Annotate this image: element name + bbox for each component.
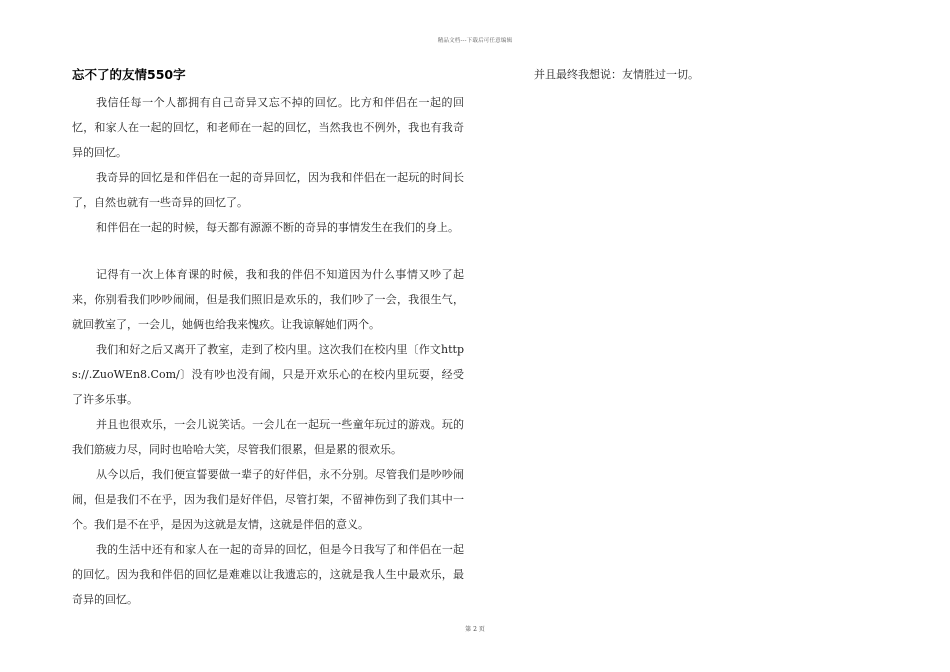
- paragraph: 我们和好之后又离开了教室，走到了校内里。这次我们在校内里〔作文https://.ZuoWEn8.Com/〕没有吵也没有闹，只是开欢乐心的在校内里玩耍，经受了许多乐事。: [72, 343, 464, 406]
- paragraph: 从今以后，我们便宣誓要做一辈子的好伴侣，永不分别。尽管我们是吵吵闹闹，但是我们不在乎，因为我们是好伴侣，尽管打架，不留神伤到了我们其中一个。我们是不在乎，是因为这就是友情，这就是伴侣的意义。: [72, 468, 464, 531]
- paragraph: 并且也很欢乐，一会儿说笑话。一会儿在一起玩一些童年玩过的游戏。玩的我们筋疲力尽，同时也哈哈大笑，尽管我们很累，但是累的很欢乐。: [72, 418, 464, 456]
- left-column: [72, 66, 464, 612]
- page-number: 第 2 页: [465, 626, 485, 633]
- page-header: 精品文档---下载后可任意编辑: [437, 38, 513, 44]
- paragraph-gap: [72, 240, 464, 262]
- article-title: 忘不了的友情550字: [72, 67, 186, 82]
- paragraph: 我奇异的回忆是和伴侣在一起的奇异回忆，因为我和伴侣在一起玩的时间长了，自然也就有一些奇异的回忆了。: [72, 171, 464, 209]
- paragraph: 我信任每一个人都拥有自己奇异又忘不掉的回忆。比方和伴侣在一起的回忆，和家人在一起的回忆，和老师在一起的回忆，当然我也不例外，我也有我奇异的回忆。: [72, 96, 464, 159]
- paragraph: 记得有一次上体育课的时候，我和我的伴侣不知道因为什么事情又吵了起来，你别看我们吵吵闹闹，但是我们照旧是欢乐的，我们吵了一会，我很生气，就回教室了，一会儿，她俩也给我来愧疚。让我谅解她们两个。: [72, 268, 464, 331]
- paragraph: 我的生活中还有和家人在一起的奇异的回忆，但是今日我写了和伴侣在一起的回忆。因为我和伴侣的回忆是难难以让我遗忘的，这就是我人生中最欢乐，最奇异的回忆。: [72, 543, 464, 606]
- paragraph: 和伴侣在一起的时候，每天都有源源不断的奇异的事情发生在我们的身上。: [96, 221, 459, 234]
- right-column: [510, 66, 890, 84]
- paragraph: 并且最终我想说：友情胜过一切。: [534, 68, 699, 81]
